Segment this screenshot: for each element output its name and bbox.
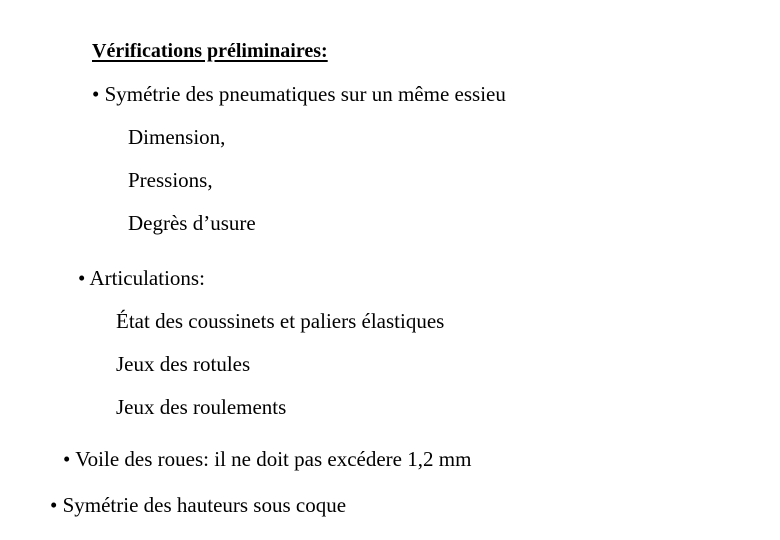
bullet-articulations: • Articulations: — [78, 266, 205, 290]
section-heading: Vérifications préliminaires: — [92, 40, 328, 62]
sub-item-wear: Degrès d’usure — [128, 211, 256, 235]
sub-item-dimension: Dimension, — [128, 125, 226, 149]
sub-item-ball-joints: Jeux des rotules — [116, 352, 251, 376]
sub-item-bushings: État des coussinets et paliers élastiques — [116, 309, 445, 333]
bullet-height-symmetry: • Symétrie des hauteurs sous coque — [50, 493, 347, 517]
sub-item-bearings: Jeux des roulements — [116, 395, 287, 419]
bullet-wheel-runout: • Voile des roues: il ne doit pas excédere 1,2 mm — [63, 447, 472, 471]
bullet-tire-symmetry: • Symétrie des pneumatiques sur un même essieu — [92, 82, 506, 106]
sub-item-pressions: Pressions, — [128, 168, 213, 192]
